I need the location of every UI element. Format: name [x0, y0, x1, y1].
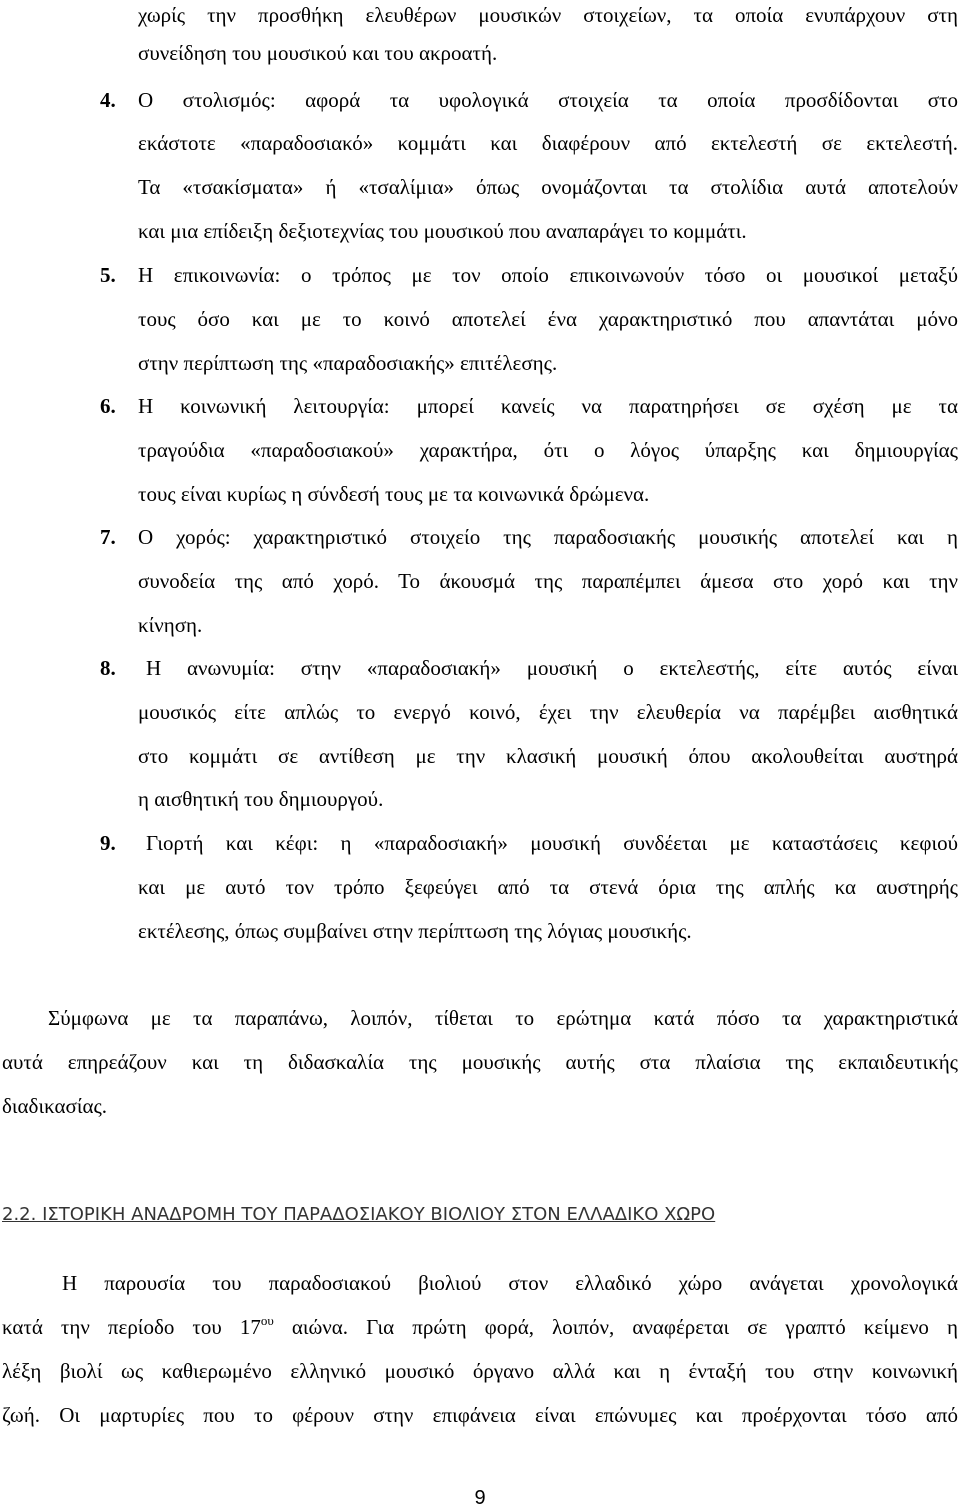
- text-line: Η κοινωνική λειτουργία: μπορεί κανείς να παρατηρήσει σε σχέση με τα: [138, 394, 958, 418]
- text-line: χωρίς την προσθήκη ελευθέρων μουσικών στοιχείων, τα οποία ενυπάρχουν στη: [138, 3, 958, 27]
- text-line: Τα «τσακίσματα» ή «τσαλίμια» όπως ονομάζονται τα στολίδια αυτά αποτελούν: [138, 175, 958, 199]
- list-item-number: 4.: [100, 88, 116, 112]
- text-span: αιώνα. Για πρώτη φορά, λοιπόν, αναφέρεται σε γραπτό κείμενο η: [273, 1315, 958, 1339]
- page-number: 9: [474, 1487, 486, 1509]
- list-item-number: 8.: [100, 656, 116, 680]
- text-line: Ο χορός: χαρακτηριστικό στοιχείο της παραδοσιακής μουσικής αποτελεί και η: [138, 525, 958, 549]
- text-line: στην περίπτωση της «παραδοσιακής» επιτέλεσης.: [138, 351, 558, 375]
- section-heading: 2.2. ΙΣΤΟΡΙΚΗ ΑΝΑΔΡΟΜΗ ΤΟΥ ΠΑΡΑΔΟΣΙΑΚΟΥ ΒΙΟΛΙΟΥ ΣΤΟΝ ΕΛΛΑΔΙΚΟ ΧΩΡΟ: [2, 1204, 716, 1225]
- text-line: αυτά επηρεάζουν και τη διδασκαλία της μουσικής αυτής στα πλαίσια της εκπαιδευτικής: [2, 1050, 958, 1074]
- text-line: τους είναι κυρίως η σύνδεσή τους με τα κοινωνικά δρώμενα.: [138, 482, 650, 506]
- list-item-number: 5.: [100, 263, 116, 287]
- text-line: στο κομμάτι σε αντίθεση με την κλασική μουσική όπου ακολουθείται αυστηρά: [138, 744, 958, 768]
- text-line: Η επικοινωνία: ο τρόπος με τον οποίο επικοινωνούν τόσο οι μουσικοί μεταξύ: [138, 263, 958, 287]
- text-line: και μια επίδειξη δεξιοτεχνίας του μουσικού που αναπαράγει το κομμάτι.: [138, 219, 747, 243]
- text-line: Σύμφωνα με τα παραπάνω, λοιπόν, τίθεται το ερώτημα κατά πόσο τα χαρακτηριστικά: [48, 1006, 958, 1030]
- text-line: [2, 1312, 958, 1342]
- list-item-number: 9.: [100, 831, 116, 855]
- text-line: ζωή. Οι μαρτυρίες που το φέρουν στην επιφάνεια είναι επώνυμες και προέρχονται τόσο από: [2, 1403, 958, 1427]
- text-line: εκάστοτε «παραδοσιακό» κομμάτι και διαφέρουν από εκτελεστή σε εκτελεστή.: [138, 131, 958, 155]
- text-line: συνοδεία της από χορό. Το άκουσμά της παραπέμπει άμεσα στο χορό και την: [138, 569, 958, 593]
- text-line: Η παρουσία του παραδοσιακού βιολιού στον ελλαδικό χώρο ανάγεται χρονολογικά: [62, 1271, 958, 1295]
- text-line: συνείδηση του μουσικού και του ακροατή.: [138, 41, 498, 65]
- text-line: τους όσο και με το κοινό αποτελεί ένα χαρακτηριστικό που απαντάται μόνο: [138, 307, 958, 331]
- list-item-number: 7.: [100, 525, 116, 549]
- text-line: εκτέλεσης, όπως συμβαίνει στην περίπτωση της λόγιας μουσικής.: [138, 919, 692, 943]
- text-line: λέξη βιολί ως καθιερωμένο ελληνικό μουσικό όργανο αλλά και η ένταξή του στην κοινωνική: [2, 1359, 958, 1383]
- text-line: διαδικασίας.: [2, 1094, 108, 1118]
- text-line: τραγούδια «παραδοσιακού» χαρακτήρα, ότι ο λόγος ύπαρξης και δημιουργίας: [138, 438, 958, 462]
- text-line: Η ανωνυμία: στην «παραδοσιακή» μουσική ο εκτελεστής, είτε αυτός είναι: [146, 656, 958, 680]
- text-line: η αισθητική του δημιουργού.: [138, 787, 384, 811]
- list-item-number: 6.: [100, 394, 116, 418]
- text-line: Ο στολισμός: αφορά τα υφολογικά στοιχεία τα οποία προσδίδονται στο: [138, 88, 958, 112]
- text-line: Γιορτή και κέφι: η «παραδοσιακή» μουσική συνδέεται με καταστάσεις κεφιού: [146, 831, 958, 855]
- text-line: και με αυτό τον τρόπο ξεφεύγει από τα στενά όρια της απλής κα αυστηρής: [138, 875, 958, 899]
- superscript: ου: [260, 1313, 274, 1328]
- text-span: κατά την περίοδο του 17: [2, 1315, 261, 1339]
- text-line: μουσικός είτε απλώς το ενεργό κοινό, έχει την ελευθερία να παρέμβει αισθητικά: [138, 700, 958, 724]
- text-line: κίνηση.: [138, 613, 203, 637]
